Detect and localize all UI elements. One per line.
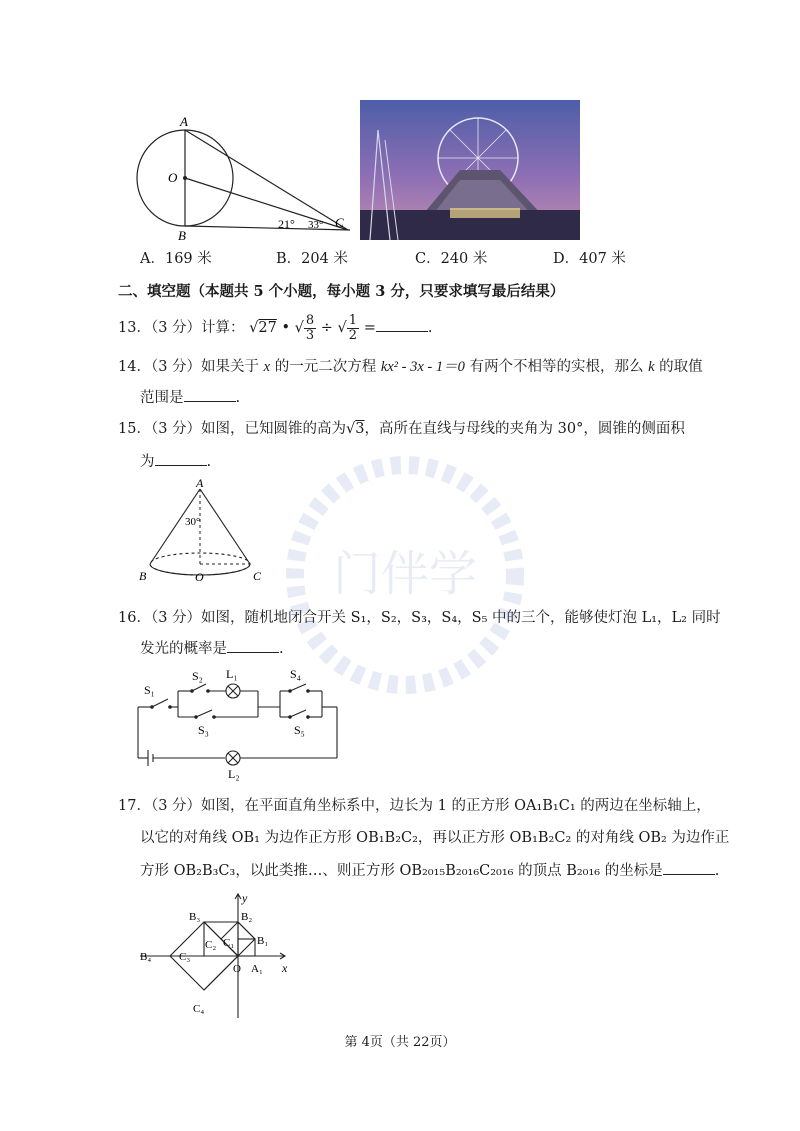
label-C: C <box>335 215 344 230</box>
choice-d: D．407 米 <box>553 251 626 267</box>
label-C2: C₂ <box>205 939 217 951</box>
question-17-line3: 方形 OB₂B₃C₃，以此类推…、则正方形 OB₂₀₁₅B₂₀₁₆C₂₀₁₆ 的顶点 B₂₀₁₆ 的坐标是 . <box>140 860 719 881</box>
question-14: 14．（3 分）如果关于 x 的一元二次方程 kx² - 3x - 1＝0 有两个不相等的实根，那么 k 的取值 <box>118 359 703 375</box>
label-O: O <box>233 963 241 975</box>
label-y: y <box>242 891 248 905</box>
label-O: O <box>195 570 204 584</box>
angle-21: 21° <box>278 217 295 231</box>
answer-blank[interactable] <box>184 387 236 402</box>
label-S3: S₃ <box>198 723 209 737</box>
question-15-line2: 为 . <box>140 451 211 472</box>
question-15: 15．（3 分）如图，已知圆锥的高为√3，高所在直线与母线的夹角为 30°，圆锥的侧面积 <box>118 421 685 437</box>
choice-b: B．204 米 <box>276 251 348 267</box>
label-S4: S₄ <box>290 667 301 681</box>
label-C3: C₃ <box>179 951 191 963</box>
coordinate-squares-figure <box>135 890 300 1022</box>
label-B1: B₁ <box>257 935 269 947</box>
label-A: A <box>180 114 188 129</box>
choice-c: C．240 米 <box>415 251 488 267</box>
label-A1: A₁ <box>251 963 263 975</box>
watermark-text: 门伴学 <box>332 548 478 601</box>
label-C1: C₁ <box>223 937 235 949</box>
label-B: B <box>139 569 147 583</box>
cone-figure <box>135 475 270 590</box>
question-16-line2: 发光的概率是 . <box>140 638 284 659</box>
sqrt-symbol-icon: √ <box>337 320 347 336</box>
angle-33: 33° <box>308 219 324 231</box>
label-A: A <box>196 476 204 490</box>
answer-blank[interactable] <box>155 451 207 466</box>
answer-blank[interactable] <box>663 860 715 875</box>
label-B: B <box>178 228 186 242</box>
label-B4: B₄ <box>140 951 152 963</box>
sqrt-symbol-icon: √ <box>249 320 259 336</box>
ferris-wheel-building-photo <box>360 100 580 240</box>
label-L1: L₁ <box>226 667 238 681</box>
fraction-8-3: $\frac{8}{3}$ <box>305 312 315 343</box>
sqrt-symbol-icon: √ <box>294 320 304 336</box>
fraction-1-2: $\frac{1}{2}$ <box>348 312 358 343</box>
question-14-line2: 范围是 . <box>140 387 240 408</box>
label-S2: S₂ <box>192 669 203 683</box>
label-C: C <box>253 569 262 583</box>
q12-circle-figure <box>130 112 355 242</box>
question-17: 17．（3 分）如图，在平面直角坐标系中，边长为 1 的正方形 OA₁B₁C₁ 的两边在坐标轴上， <box>118 798 711 814</box>
angle-30: 30° <box>185 516 201 528</box>
question-16: 16．（3 分）如图，随机地闭合开关 S₁，S₂，S₃，S₄，S₅ 中的三个，能够使灯泡 L₁，L₂ 同时 <box>118 610 721 626</box>
choice-a: A．169 米 <box>140 251 212 267</box>
circuit-figure <box>130 662 345 782</box>
label-L2: L₂ <box>228 767 240 781</box>
label-B3: B₃ <box>189 911 201 923</box>
label-B2: B₂ <box>241 911 253 923</box>
label-O: O <box>168 170 178 185</box>
question-17-line2: 以它的对角线 OB₁ 为边作正方形 OB₁B₂C₂，再以正方形 OB₁B₂C₂ 的对角线 OB₂ 为边作正 <box>140 830 730 846</box>
answer-blank[interactable] <box>227 638 279 653</box>
label-C4: C₄ <box>193 1003 205 1015</box>
answer-blank[interactable] <box>376 317 428 332</box>
label-S5: S₅ <box>294 723 305 737</box>
label-S1: S₁ <box>144 683 155 697</box>
label-x: x <box>282 961 288 975</box>
page-footer: 第 4页（共 22页） <box>344 1035 456 1050</box>
question-13: 13．（3 分）计算： √27 • √ $\frac{8}{3}$ ÷ √ $\frac{1}{2}$ = . <box>118 312 433 343</box>
section-title: 二、填空题（本题共 5 个小题，每小题 3 分，只要求填写最后结果） <box>118 283 565 300</box>
